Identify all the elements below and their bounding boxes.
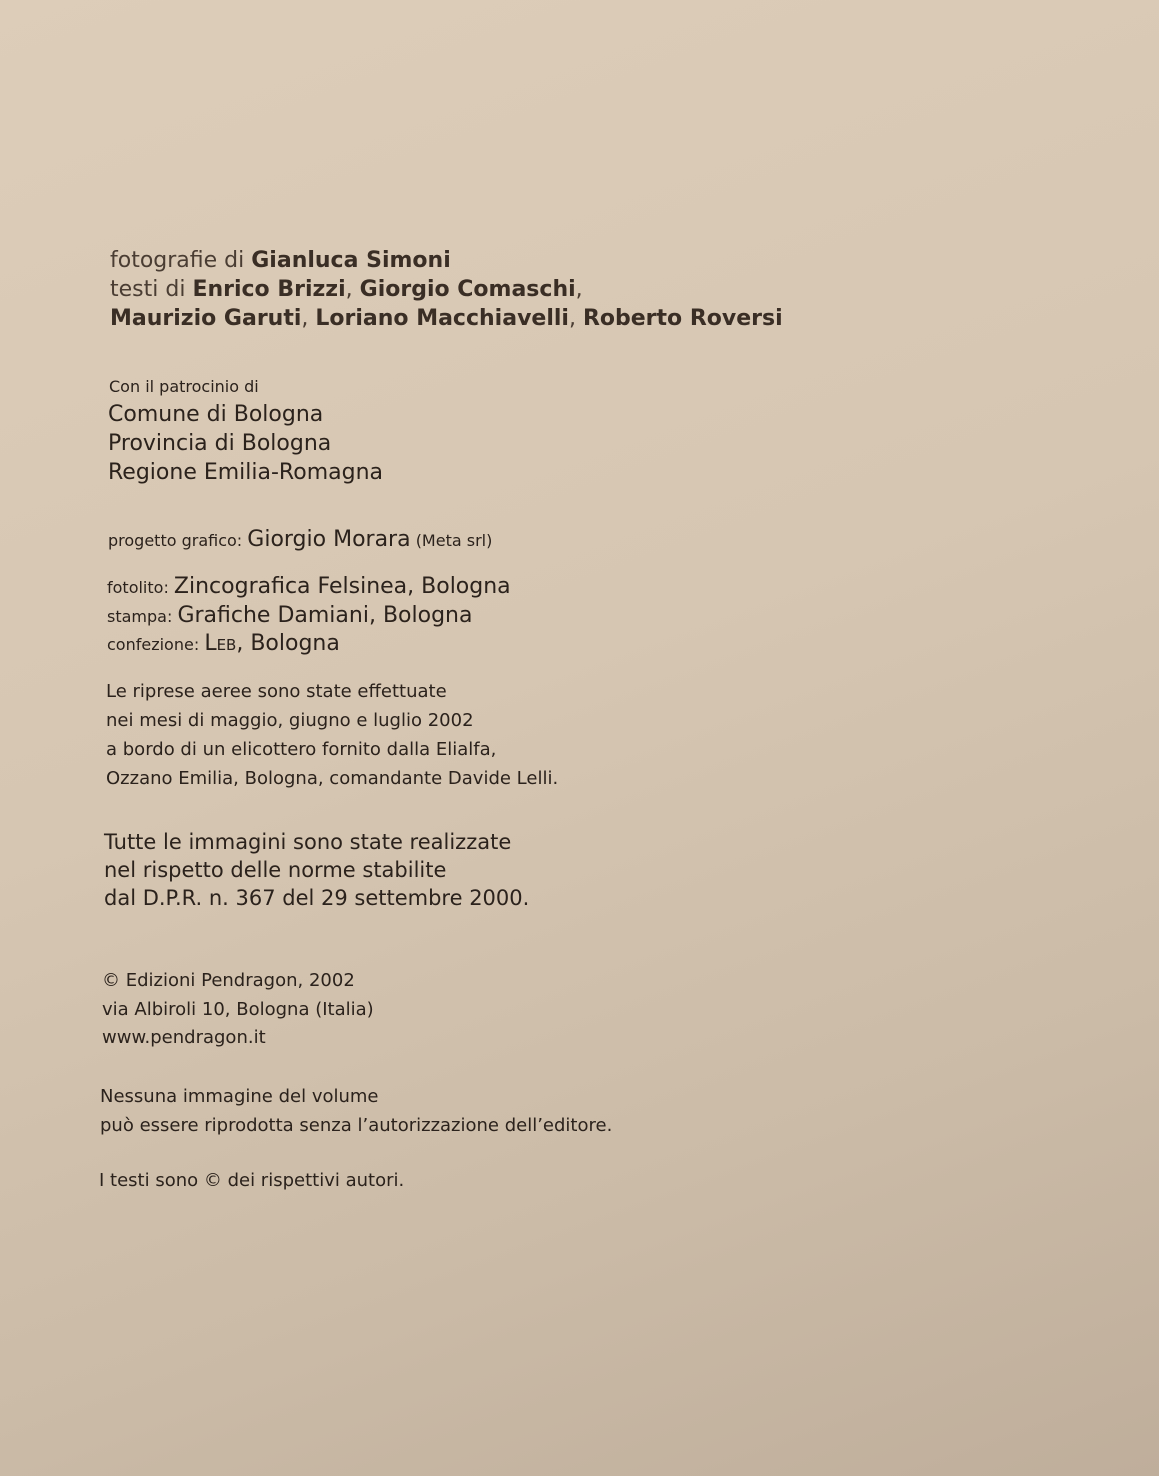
author-name: Loriano Macchiavelli xyxy=(315,306,569,331)
author-separator: , xyxy=(575,277,583,302)
production-line xyxy=(107,576,511,598)
publisher-address: via Albiroli 10, Bologna (Italia) xyxy=(102,999,374,1020)
publisher-website: www.pendragon.it xyxy=(102,1027,266,1048)
author-name: Maurizio Garuti xyxy=(110,306,302,331)
rights-line: Nessuna immagine del volume xyxy=(100,1086,379,1107)
photographer-line xyxy=(110,250,451,272)
compliance-note-line: dal D.P.R. n. 367 del 29 settembre 2000. xyxy=(104,886,530,910)
authors-line-2 xyxy=(110,308,783,330)
aerial-note-line: a bordo di un elicottero fornito dalla Elialfa, xyxy=(106,739,497,760)
production-line xyxy=(107,605,472,627)
author-separator: , xyxy=(568,306,583,331)
aerial-note-line: Le riprese aeree sono state effettuate xyxy=(106,681,447,702)
author-name: Enrico Brizzi xyxy=(192,277,346,302)
patron-entity: Regione Emilia-Romagna xyxy=(108,460,383,485)
texts-prefix: testi di xyxy=(110,277,186,302)
compliance-note-line: nel rispetto delle norme stabilite xyxy=(104,858,447,882)
production-line xyxy=(107,633,340,655)
author-name: Giorgio Comaschi xyxy=(359,277,576,302)
design-label: progetto grafico: xyxy=(108,531,243,550)
aerial-note-line: Ozzano Emilia, Bologna, comandante Davide Lelli. xyxy=(106,768,559,789)
texts-rights: I testi sono © dei rispettivi autori. xyxy=(99,1170,405,1191)
author-name: Roberto Roversi xyxy=(582,306,783,331)
aerial-note-line: nei mesi di maggio, giugno e luglio 2002 xyxy=(106,710,474,731)
production-label: confezione: xyxy=(107,635,200,654)
designer-name: Giorgio Morara xyxy=(247,527,411,552)
author-separator: , xyxy=(301,306,316,331)
production-value: , Bologna xyxy=(236,631,340,656)
author-separator: , xyxy=(345,277,360,302)
photographer-name: Gianluca Simoni xyxy=(251,248,451,273)
rights-line: può essere riprodotta senza l’autorizzazione dell’editore. xyxy=(100,1115,613,1136)
compliance-note-line: Tutte le immagini sono state realizzate xyxy=(104,830,512,854)
production-value-smallcaps: Leb xyxy=(204,631,237,656)
production-value: Zincografica Felsinea, Bologna xyxy=(173,574,511,599)
production-label: stampa: xyxy=(107,607,173,626)
design-company: (Meta srl) xyxy=(415,531,493,550)
production-value: Grafiche Damiani, Bologna xyxy=(177,603,473,628)
patronage-label: Con il patrocinio di xyxy=(109,377,259,396)
photos-prefix: fotografie di xyxy=(110,248,245,273)
design-line xyxy=(108,529,492,551)
authors-line-1 xyxy=(110,279,583,301)
production-label: fotolito: xyxy=(107,578,169,597)
copyright-line: © Edizioni Pendragon, 2002 xyxy=(102,970,355,991)
patron-entity: Provincia di Bologna xyxy=(108,431,332,456)
patron-entity: Comune di Bologna xyxy=(108,402,324,427)
